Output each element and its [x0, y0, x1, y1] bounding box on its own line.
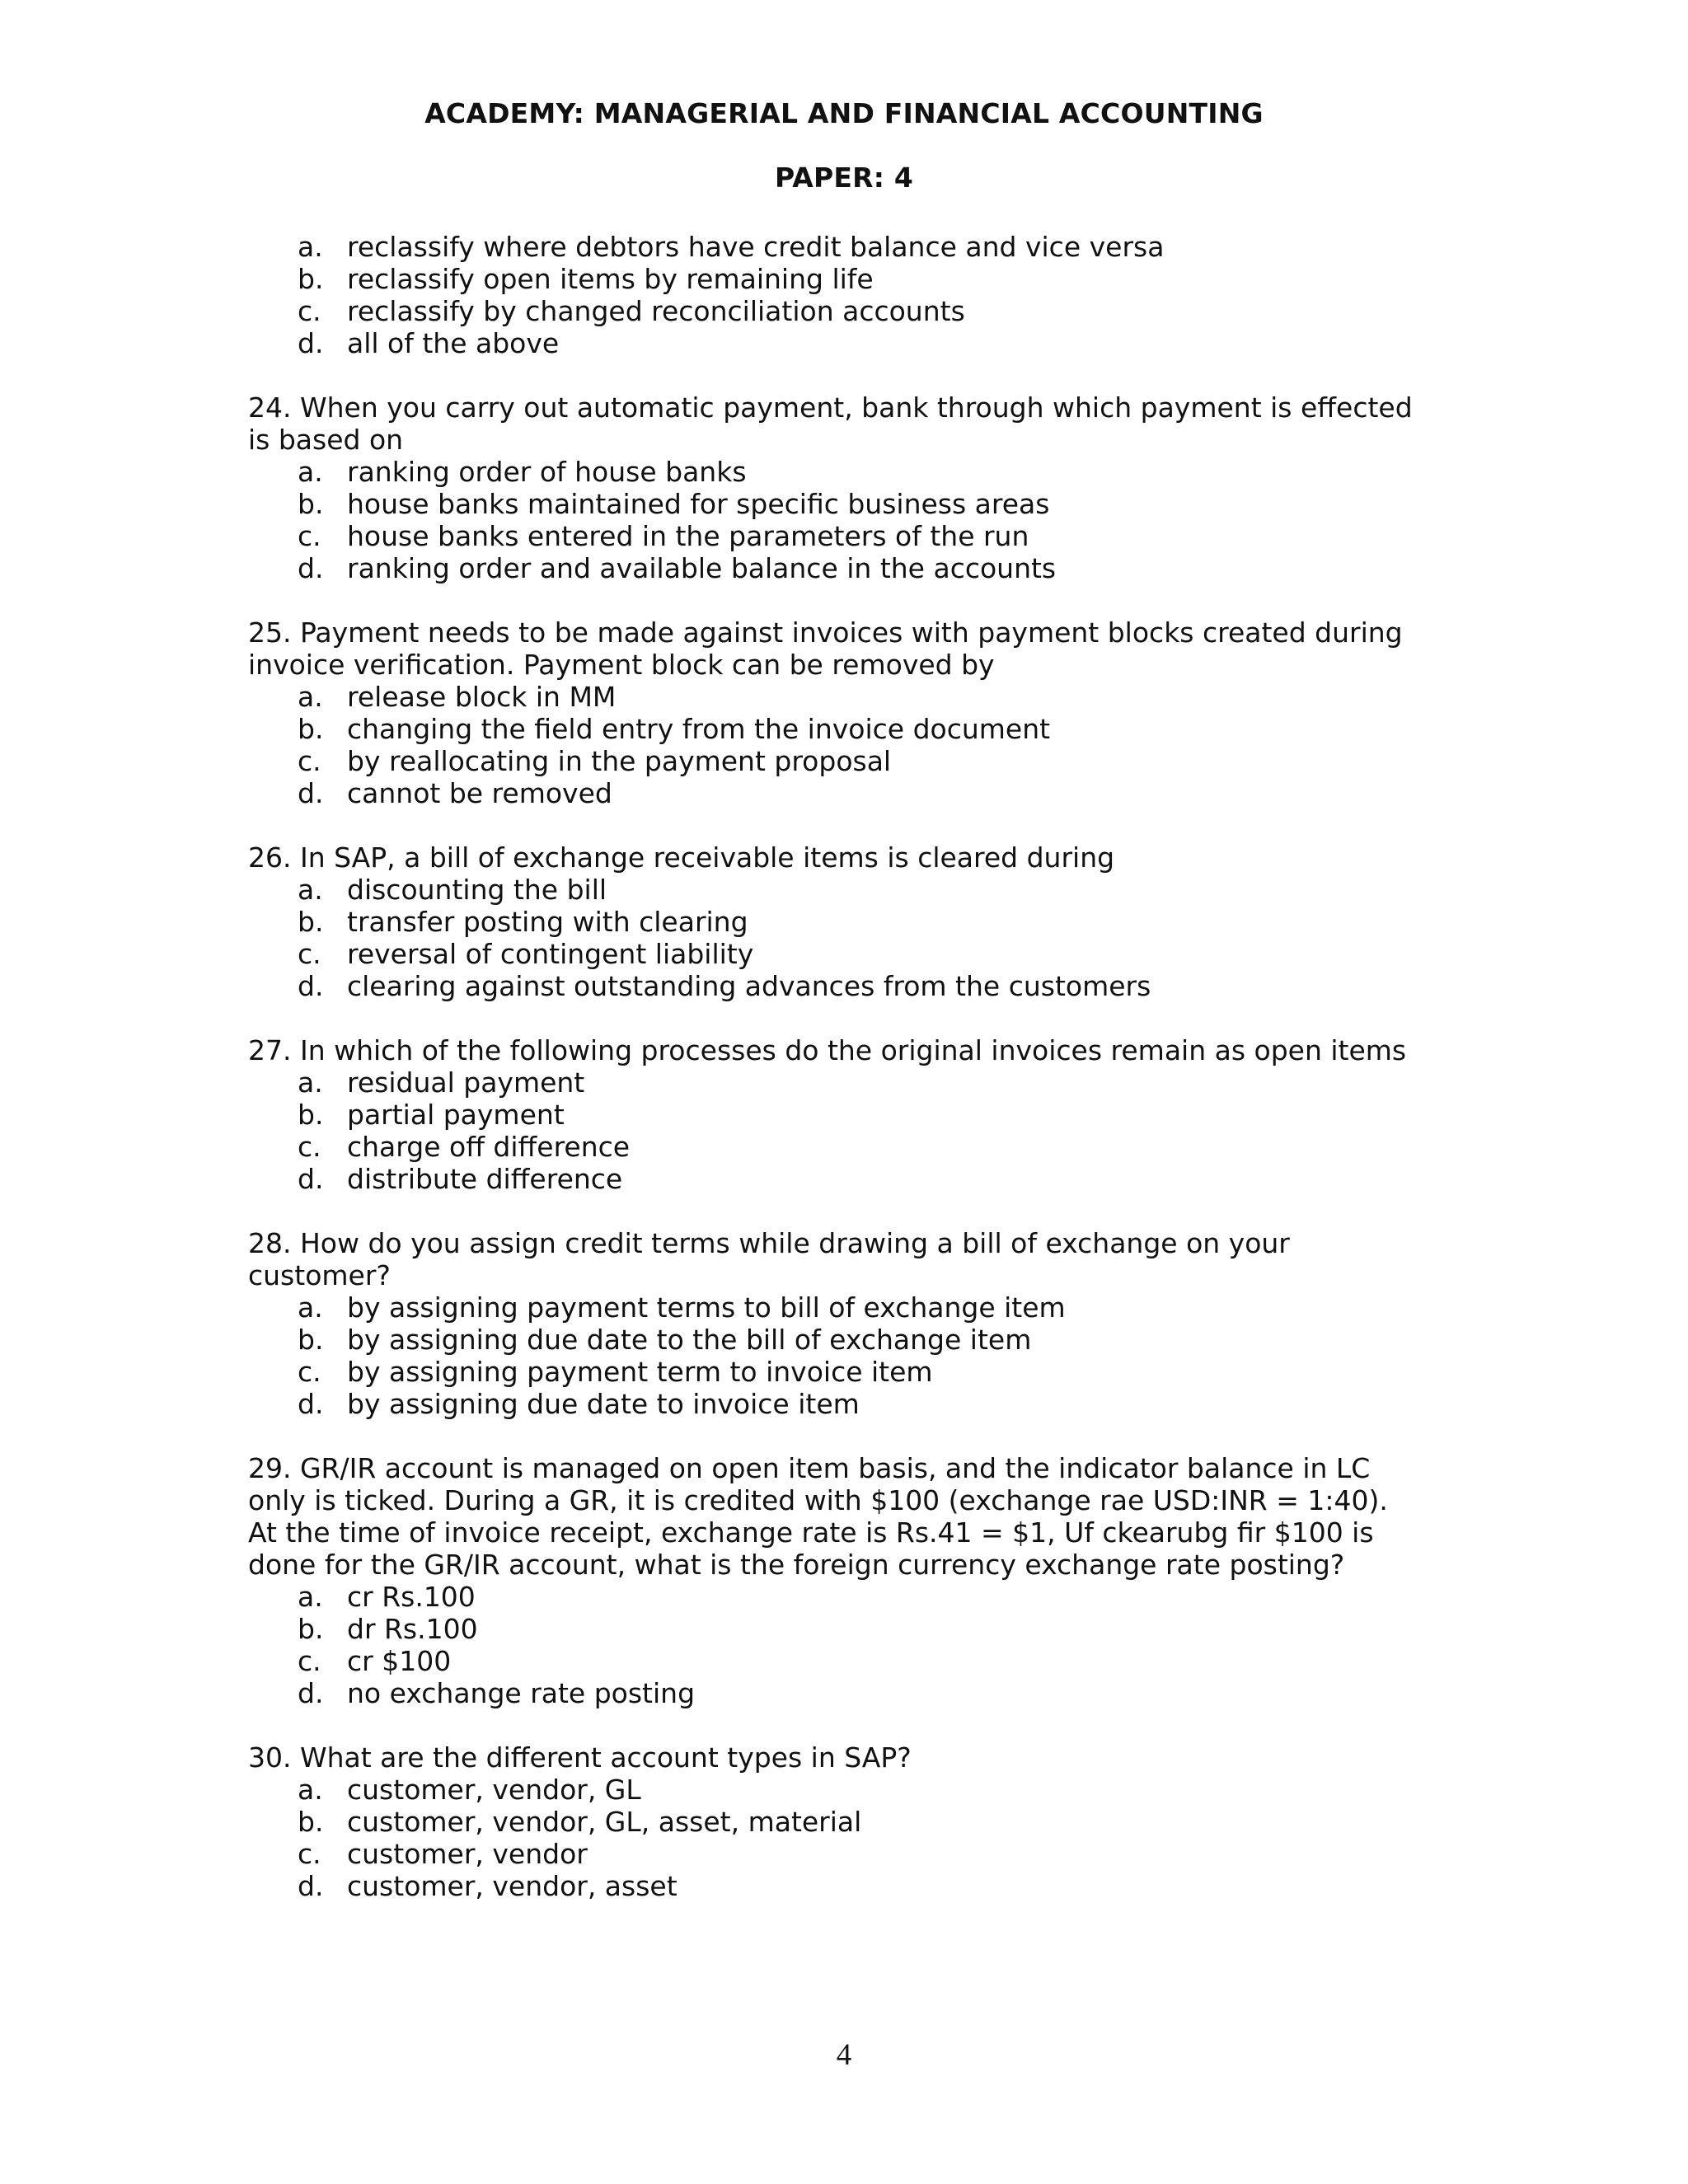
question-content: [248, 231, 1443, 1902]
option-text: customer, vendor: [347, 1838, 588, 1870]
option-item: [248, 1645, 1443, 1677]
option-text: partial payment: [347, 1099, 565, 1131]
option-letter: b.: [298, 1324, 324, 1356]
question-block: [248, 391, 1443, 584]
option-text: changing the field entry from the invoice document: [347, 713, 1051, 745]
option-item: [248, 231, 1443, 263]
option-text: ranking order and available balance in the accounts: [347, 552, 1057, 584]
option-letter: d.: [298, 1677, 324, 1709]
document-title: ACADEMY: MANAGERIAL AND FINANCIAL ACCOUNTING: [424, 97, 1264, 129]
option-letter: b.: [298, 1613, 324, 1645]
option-letter: d.: [298, 327, 324, 359]
option-text: customer, vendor, GL: [347, 1774, 641, 1806]
question-text-line: 28. How do you assign credit terms while drawing a bill of exchange on your: [248, 1227, 1290, 1259]
option-letter: a.: [298, 874, 323, 906]
question-block: [248, 1034, 1443, 1195]
option-list: [248, 1581, 1443, 1709]
option-item: [248, 263, 1443, 295]
option-item: [248, 1581, 1443, 1613]
option-text: ranking order of house banks: [347, 456, 747, 488]
question-block: [248, 1741, 1443, 1902]
option-text: reversal of contingent liability: [347, 938, 754, 970]
question-text-line: 24. When you carry out automatic payment, bank through which payment is effected: [248, 391, 1413, 424]
option-item: [248, 488, 1443, 520]
option-letter: d.: [298, 1870, 324, 1902]
option-item: [248, 713, 1443, 745]
option-text: distribute difference: [347, 1163, 623, 1195]
question-block: [248, 1227, 1443, 1420]
option-item: [248, 1838, 1443, 1870]
option-item: [248, 1806, 1443, 1838]
question-text-line: is based on: [248, 424, 404, 456]
option-item: [248, 777, 1443, 809]
option-list: [248, 874, 1443, 1002]
option-letter: b.: [298, 263, 324, 295]
option-text: cannot be removed: [347, 777, 612, 809]
option-text: by assigning payment terms to bill of exchange item: [347, 1291, 1066, 1324]
option-item: [248, 874, 1443, 906]
page-number: 4: [836, 2038, 852, 2072]
question-text-line: At the time of invoice receipt, exchange rate is Rs.41 = $1, Uf ckearubg fir $100 is: [248, 1516, 1374, 1549]
option-item: [248, 745, 1443, 777]
option-text: reclassify by changed reconciliation accounts: [347, 295, 965, 327]
option-letter: a.: [298, 1291, 323, 1324]
option-text: by reallocating in the payment proposal: [347, 745, 892, 777]
option-item: [248, 1163, 1443, 1195]
question-text-line: invoice verification. Payment block can be removed by: [248, 649, 995, 681]
option-letter: c.: [298, 1838, 321, 1870]
question-continued: [248, 231, 1443, 359]
option-text: house banks entered in the parameters of the run: [347, 520, 1029, 552]
option-text: dr Rs.100: [347, 1613, 478, 1645]
option-item: [248, 906, 1443, 938]
option-text: charge off difference: [347, 1131, 631, 1163]
option-list: [248, 1066, 1443, 1195]
option-item: [248, 1131, 1443, 1163]
option-letter: c.: [298, 1645, 321, 1677]
option-text: customer, vendor, GL, asset, material: [347, 1806, 862, 1838]
option-letter: c.: [298, 1131, 321, 1163]
option-item: [248, 327, 1443, 359]
option-text: reclassify where debtors have credit balance and vice versa: [347, 231, 1165, 263]
question-text-line: 27. In which of the following processes do the original invoices remain as open items: [248, 1034, 1407, 1066]
option-letter: b.: [298, 1806, 324, 1838]
option-list: [248, 231, 1443, 359]
option-letter: c.: [298, 938, 321, 970]
option-text: clearing against outstanding advances from the customers: [347, 970, 1151, 1002]
option-letter: a.: [298, 1066, 323, 1099]
question-text-line: 25. Payment needs to be made against invoices with payment blocks created during: [248, 616, 1403, 649]
option-letter: c.: [298, 745, 321, 777]
option-letter: a.: [298, 456, 323, 488]
option-item: [248, 1677, 1443, 1709]
option-letter: b.: [298, 713, 324, 745]
option-text: by assigning payment term to invoice item: [347, 1356, 933, 1388]
option-letter: d.: [298, 777, 324, 809]
option-letter: a.: [298, 231, 323, 263]
option-list: [248, 1774, 1443, 1902]
option-letter: a.: [298, 1581, 323, 1613]
option-letter: d.: [298, 552, 324, 584]
option-letter: a.: [298, 681, 323, 713]
option-item: [248, 1066, 1443, 1099]
question-text-line: 29. GR/IR account is managed on open item basis, and the indicator balance in LC: [248, 1452, 1371, 1484]
option-item: [248, 1356, 1443, 1388]
option-item: [248, 1291, 1443, 1324]
option-item: [248, 1388, 1443, 1420]
option-item: [248, 1324, 1443, 1356]
question-block: [248, 616, 1443, 809]
option-text: transfer posting with clearing: [347, 906, 748, 938]
question-text-line: 26. In SAP, a bill of exchange receivable items is cleared during: [248, 841, 1115, 874]
option-item: [248, 1870, 1443, 1902]
question-text-line: only is ticked. During a GR, it is credited with $100 (exchange rae USD:INR = 1:40).: [248, 1484, 1388, 1516]
option-text: house banks maintained for specific business areas: [347, 488, 1050, 520]
option-text: cr $100: [347, 1645, 452, 1677]
option-letter: c.: [298, 520, 321, 552]
option-list: [248, 456, 1443, 584]
option-text: by assigning due date to the bill of exchange item: [347, 1324, 1032, 1356]
option-item: [248, 456, 1443, 488]
option-item: [248, 552, 1443, 584]
option-item: [248, 1099, 1443, 1131]
option-text: discounting the bill: [347, 874, 607, 906]
question-text-line: done for the GR/IR account, what is the foreign currency exchange rate posting?: [248, 1549, 1345, 1581]
option-letter: a.: [298, 1774, 323, 1806]
option-item: [248, 970, 1443, 1002]
option-letter: b.: [298, 906, 324, 938]
option-text: all of the above: [347, 327, 560, 359]
option-list: [248, 681, 1443, 809]
option-text: reclassify open items by remaining life: [347, 263, 874, 295]
option-text: release block in MM: [347, 681, 617, 713]
question-text-line: customer?: [248, 1259, 391, 1291]
option-item: [248, 681, 1443, 713]
option-text: no exchange rate posting: [347, 1677, 696, 1709]
question-text-line: 30. What are the different account types in SAP?: [248, 1741, 912, 1774]
option-text: residual payment: [347, 1066, 585, 1099]
option-text: customer, vendor, asset: [347, 1870, 678, 1902]
option-item: [248, 938, 1443, 970]
option-letter: d.: [298, 1163, 324, 1195]
option-text: cr Rs.100: [347, 1581, 476, 1613]
option-item: [248, 1774, 1443, 1806]
option-item: [248, 520, 1443, 552]
option-text: by assigning due date to invoice item: [347, 1388, 860, 1420]
option-letter: c.: [298, 295, 321, 327]
option-item: [248, 1613, 1443, 1645]
option-letter: d.: [298, 970, 324, 1002]
option-item: [248, 295, 1443, 327]
option-letter: b.: [298, 1099, 324, 1131]
option-letter: c.: [298, 1356, 321, 1388]
option-letter: b.: [298, 488, 324, 520]
question-block: [248, 1452, 1443, 1709]
option-letter: d.: [298, 1388, 324, 1420]
option-list: [248, 1291, 1443, 1420]
paper-label: PAPER: 4: [774, 162, 914, 194]
question-block: [248, 841, 1443, 1002]
